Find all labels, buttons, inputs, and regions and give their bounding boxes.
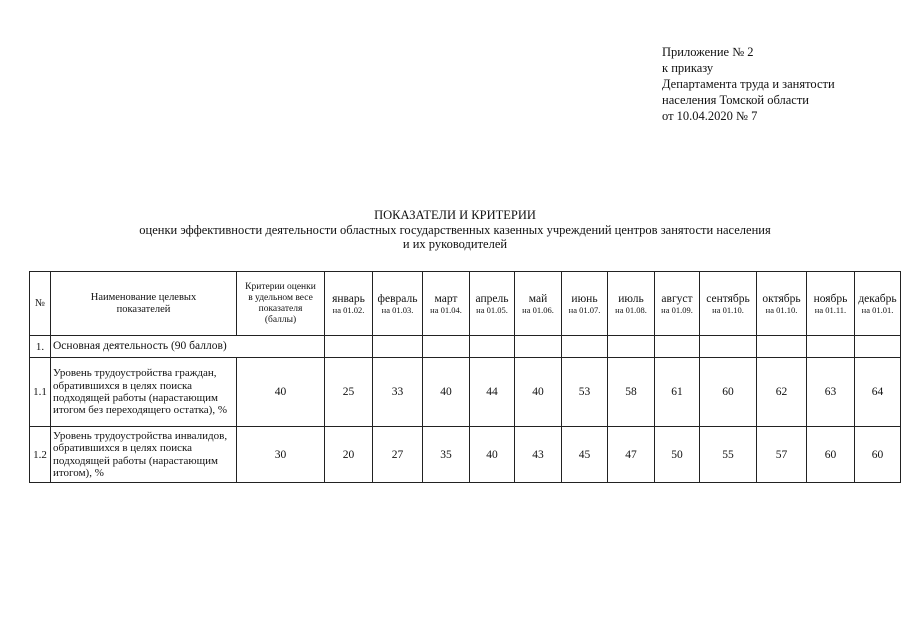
header-criteria: Критерии оценки в удельном весе показателя (баллы) — [237, 272, 325, 336]
document-title — [60, 208, 850, 252]
header-month: ноябрь на 01.11. — [807, 272, 855, 336]
appendix-line: к приказу — [662, 61, 714, 75]
appendix-line: Приложение № 2 — [662, 45, 754, 59]
value-cell: 60 — [807, 427, 855, 483]
table-row — [30, 427, 901, 483]
empty-cell — [423, 336, 470, 358]
empty-cell — [855, 336, 901, 358]
value-cell: 44 — [470, 358, 515, 427]
header-num: № — [30, 272, 51, 336]
header-month: декабрь на 01.01. — [855, 272, 901, 336]
indicators-table — [29, 271, 901, 483]
header-month: июль на 01.08. — [608, 272, 655, 336]
header-row — [30, 272, 901, 336]
value-cell: 47 — [608, 427, 655, 483]
value-cell: 40 — [515, 358, 562, 427]
value-cell: 25 — [325, 358, 373, 427]
value-cell: 20 — [325, 427, 373, 483]
value-cell: 61 — [655, 358, 700, 427]
empty-cell — [515, 336, 562, 358]
row-criteria: 30 — [237, 427, 325, 483]
header-month: сентябрь на 01.10. — [700, 272, 757, 336]
value-cell: 62 — [757, 358, 807, 427]
empty-cell — [325, 336, 373, 358]
row-num: 1.1 — [30, 358, 51, 427]
value-cell: 53 — [562, 358, 608, 427]
row-name: Уровень трудоустройства инвалидов, обратившихся в целях поиска подходящей работы (нарастающим итогом), % — [51, 427, 237, 483]
empty-cell — [562, 336, 608, 358]
title-heading: ПОКАЗАТЕЛИ И КРИТЕРИИ — [374, 208, 536, 222]
empty-cell — [608, 336, 655, 358]
header-month: август на 01.09. — [655, 272, 700, 336]
value-cell: 33 — [373, 358, 423, 427]
empty-cell — [470, 336, 515, 358]
empty-cell — [700, 336, 757, 358]
section-num: 1. — [30, 336, 51, 358]
value-cell: 35 — [423, 427, 470, 483]
value-cell: 60 — [700, 358, 757, 427]
appendix-line: Департамента труда и занятости — [662, 77, 835, 91]
header-month: февраль на 01.03. — [373, 272, 423, 336]
value-cell: 60 — [855, 427, 901, 483]
section-label: Основная деятельность (90 баллов) — [51, 336, 325, 358]
value-cell: 27 — [373, 427, 423, 483]
value-cell: 57 — [757, 427, 807, 483]
empty-cell — [757, 336, 807, 358]
appendix-line: от 10.04.2020 № 7 — [662, 109, 758, 123]
header-month: июнь на 01.07. — [562, 272, 608, 336]
header-month: январь на 01.02. — [325, 272, 373, 336]
value-cell: 45 — [562, 427, 608, 483]
empty-cell — [373, 336, 423, 358]
row-name: Уровень трудоустройства граждан, обратившихся в целях поиска подходящей работы (нарастающим итогом без переходящего остатка), % — [51, 358, 237, 427]
value-cell: 40 — [423, 358, 470, 427]
empty-cell — [655, 336, 700, 358]
value-cell: 64 — [855, 358, 901, 427]
header-month: октябрь на 01.10. — [757, 272, 807, 336]
value-cell: 55 — [700, 427, 757, 483]
section-row — [30, 336, 901, 358]
value-cell: 50 — [655, 427, 700, 483]
header-month: март на 01.04. — [423, 272, 470, 336]
header-name: Наименование целевых показателей — [51, 272, 237, 336]
empty-cell — [807, 336, 855, 358]
row-criteria: 40 — [237, 358, 325, 427]
row-num: 1.2 — [30, 427, 51, 483]
value-cell: 40 — [470, 427, 515, 483]
title-subheading-end: и их руководителей — [402, 237, 508, 251]
header-month: май на 01.06. — [515, 272, 562, 336]
table-row — [30, 358, 901, 427]
appendix-line: населения Томской области — [662, 93, 809, 107]
header-month: апрель на 01.05. — [470, 272, 515, 336]
value-cell: 63 — [807, 358, 855, 427]
value-cell: 58 — [608, 358, 655, 427]
value-cell: 43 — [515, 427, 562, 483]
title-subheading: оценки эффективности деятельности областных государственных казенных учреждений центров занятости населения — [139, 222, 771, 237]
appendix-block — [662, 44, 835, 124]
